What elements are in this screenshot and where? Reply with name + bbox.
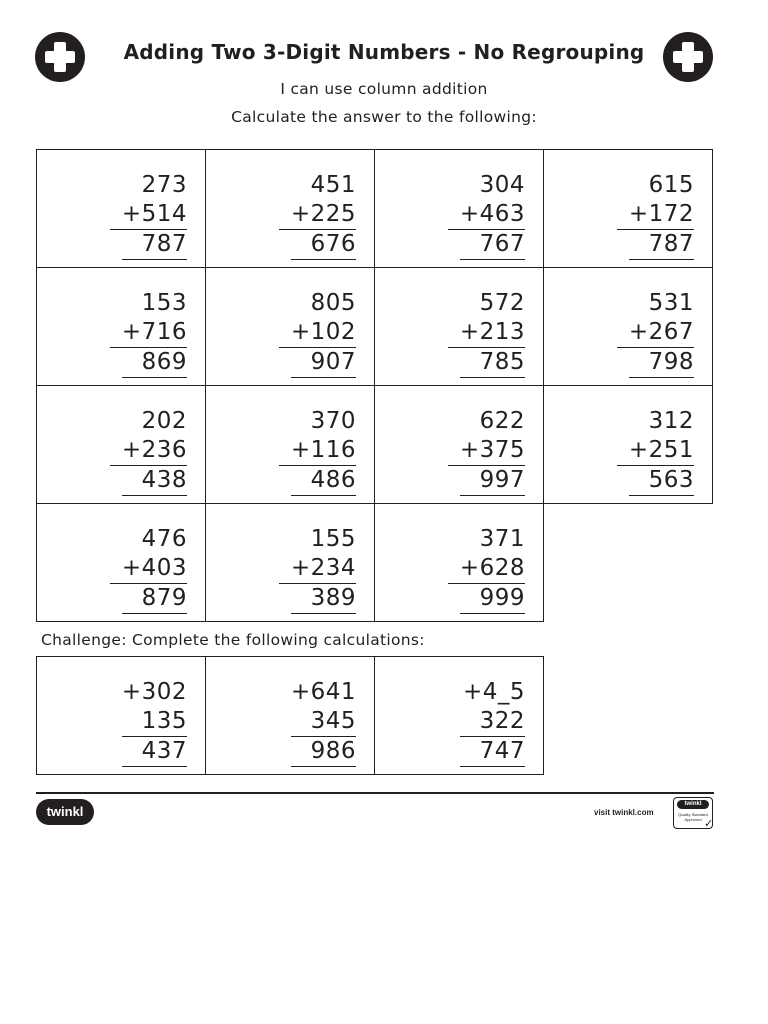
second-addend: +225 [279,200,356,230]
problem-cell [206,268,375,386]
problem-cell [544,386,713,504]
challenge-grid [36,656,544,775]
problem-cell [206,504,375,622]
answer: 767 [460,230,525,260]
challenge-problem [460,678,525,767]
first-addend: 202 [141,408,187,434]
problem-cell [37,504,206,622]
problem-grid [36,149,713,622]
visit-link[interactable]: visit twinkl.com [594,808,654,817]
addition-problem [460,171,525,260]
problem-cell [375,386,544,504]
problem-cell [37,150,206,268]
first-addend: 615 [648,172,694,198]
answer: 999 [460,584,525,614]
problem-cell [206,386,375,504]
addition-problem [629,407,694,496]
second-addend: +251 [617,436,694,466]
first-addend: 312 [648,408,694,434]
page-title: Adding Two 3-Digit Numbers - No Regrouping [123,40,645,64]
badge-text: Quality Standard Approved [678,812,708,822]
challenge-cell [375,657,544,775]
second-addend: +102 [279,318,356,348]
problem-cell [544,268,713,386]
first-addend: 304 [479,172,525,198]
check-icon: ✓ [704,817,714,830]
challenge-answer: 437 [122,737,187,767]
challenge-answer: 986 [291,737,356,767]
answer: 869 [122,348,187,378]
first-addend: 622 [479,408,525,434]
problem-cell [375,268,544,386]
answer: 563 [629,466,694,496]
first-addend: 451 [310,172,356,198]
grid-row [37,386,713,504]
answer: 787 [629,230,694,260]
second-addend: +628 [448,554,525,584]
footer-divider [36,792,714,794]
challenge-label: Challenge: Complete the following calculations: [41,631,425,649]
addition-problem [291,171,356,260]
problem-cell [375,504,544,622]
empty-cell [544,504,713,622]
second-addend: +267 [617,318,694,348]
answer: 879 [122,584,187,614]
answer: 389 [291,584,356,614]
second-addend: +375 [448,436,525,466]
first-addend: 805 [310,290,356,316]
problem-cell [37,386,206,504]
grid-row [37,268,713,386]
answer: 997 [460,466,525,496]
second-addend: +514 [110,200,187,230]
first-addend: 153 [141,290,187,316]
twinkl-logo [36,799,94,825]
challenge-top: +302 [121,679,187,705]
logo-text: twinkl [46,804,84,819]
grid-row [37,150,713,268]
second-addend: +234 [279,554,356,584]
problem-cell [375,150,544,268]
answer: 438 [122,466,187,496]
first-addend: 371 [479,526,525,552]
answer: 785 [460,348,525,378]
grid-row [37,504,713,622]
second-addend: +172 [617,200,694,230]
answer: 676 [291,230,356,260]
addition-problem [460,525,525,614]
second-addend: +236 [110,436,187,466]
second-addend: +463 [448,200,525,230]
first-addend: 572 [479,290,525,316]
addition-problem [291,525,356,614]
first-addend: 531 [648,290,694,316]
first-addend: 370 [310,408,356,434]
second-addend: +116 [279,436,356,466]
addition-problem [122,407,187,496]
second-addend: +213 [448,318,525,348]
answer: 907 [291,348,356,378]
challenge-addend: 135 [122,707,187,737]
challenge-cell [37,657,206,775]
addition-problem [629,171,694,260]
addition-problem [291,289,356,378]
answer: 787 [122,230,187,260]
quality-badge [673,797,713,829]
problem-cell [544,150,713,268]
challenge-top: +641 [290,679,356,705]
second-addend: +403 [110,554,187,584]
first-addend: 155 [310,526,356,552]
grid-row [37,657,544,775]
addition-problem [122,289,187,378]
first-addend: 476 [141,526,187,552]
learning-objective: I can use column addition [280,80,488,98]
first-addend: 273 [141,172,187,198]
answer: 486 [291,466,356,496]
addition-problem [629,289,694,378]
challenge-answer: 747 [460,737,525,767]
addition-problem [460,407,525,496]
challenge-addend: 322 [460,707,525,737]
badge-brand: twinkl [677,800,709,809]
addition-problem [122,171,187,260]
problem-cell [206,150,375,268]
challenge-problem [122,678,187,767]
challenge-addend: 345 [291,707,356,737]
problem-cell [37,268,206,386]
addition-problem [460,289,525,378]
challenge-cell [206,657,375,775]
second-addend: +716 [110,318,187,348]
addition-problem [122,525,187,614]
challenge-problem [291,678,356,767]
instruction: Calculate the answer to the following: [231,108,537,126]
addition-problem [291,407,356,496]
answer: 798 [629,348,694,378]
challenge-top: +4_5 [462,679,525,705]
